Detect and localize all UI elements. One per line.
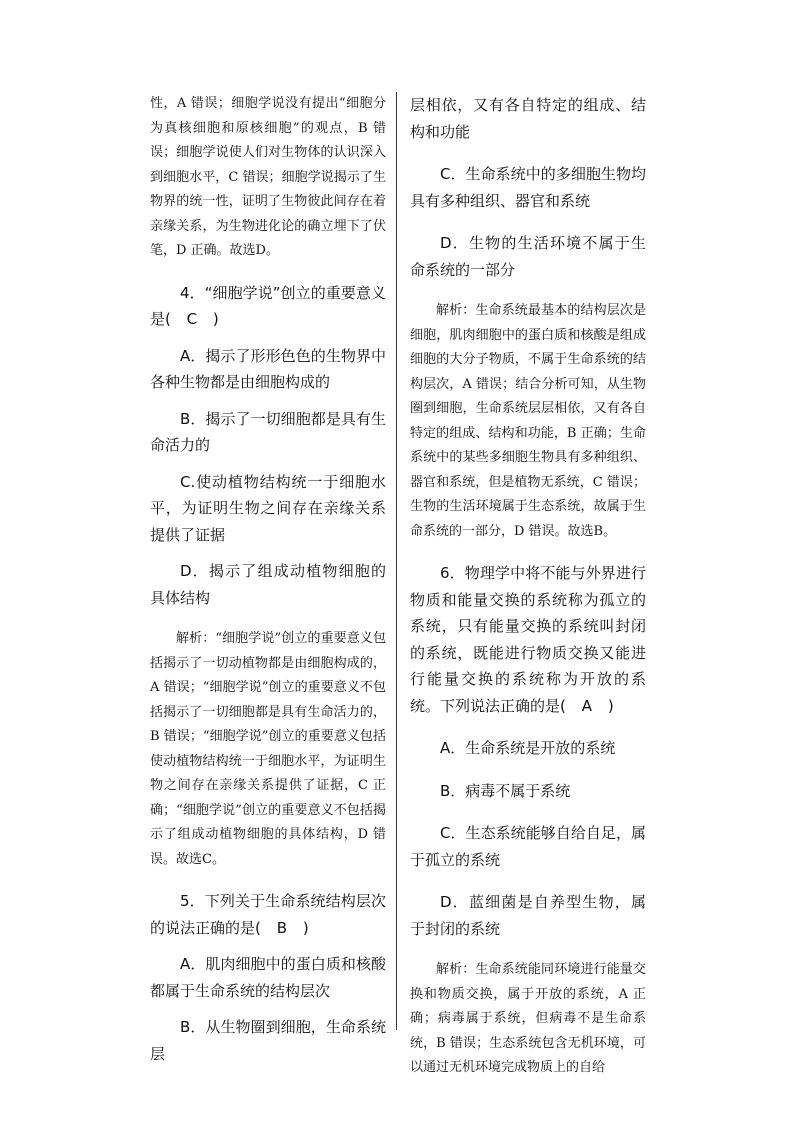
q5-stem xyxy=(150,888,386,941)
right-column xyxy=(410,92,646,1081)
q4-explanation: 解析：“细胞学说”创立的重要意义包括揭示了一切动植物都是由细胞构成的，A 错误；“细胞学说”创立的重要意义不包括揭示了一切细胞都是具有生命活力的，B 错误；“细胞学说”创立的重要意义包括使动植物结构统一于细胞水平，为证明生物之间存在亲缘关系提供了证据，C 正确；“细胞学说”创立的重要意义不包括揭示了组成动植物细胞的具体结构，D 错误。故选C。 xyxy=(150,631,386,867)
q4-answer: C xyxy=(186,310,198,328)
q4-option-b: B．揭示了一切细胞都是具有生命活力的 xyxy=(150,409,386,454)
q4-stem xyxy=(150,280,386,333)
q4-stem-text: 4．“细胞学说”创立的重要意义是( xyxy=(150,283,386,328)
q6-option-a: A．生命系统是开放的系统 xyxy=(440,739,616,757)
q5-option-a: A．肌肉细胞中的蛋白质和核酸都属于生命系统的结构层次 xyxy=(150,955,386,1000)
q5-stem-text: 5．下列关于生命系统结构层次的说法正确的是( xyxy=(150,892,386,937)
q4-option-c: C.使动植物结构统一于细胞水平，为证明生物之间存在亲缘关系提供了证据 xyxy=(150,472,386,544)
q6-option-c: C．生态系统能够自给自足，属于孤立的系统 xyxy=(410,824,646,869)
q6-stem xyxy=(410,560,646,719)
q5-answer: B xyxy=(276,918,287,937)
q6-explanation: 解析：生命系统能同环境进行能量交换和物质交换，属于开放的系统，A 正确；病毒属于系统，但病毒不是生命系统，B 错误；生态系统包含无机环境，可以通过无机环境完成物质上的自给 xyxy=(410,962,646,1075)
q5-option-d: D．生物的生活环境不属于生命系统的一部分 xyxy=(410,234,646,279)
column-divider xyxy=(396,92,397,1030)
q5-option-b-start: B．从生物圈到细胞，生命系统层 xyxy=(150,1018,386,1063)
q6-option-b: B．病毒不属于系统 xyxy=(440,781,571,800)
left-column xyxy=(150,92,386,1067)
q4-option-a: A．揭示了形形色色的生物界中各种生物都是由细胞构成的 xyxy=(150,346,386,391)
q3-explanation-continued: 性，A 错误；细胞学说没有提出“细胞分为真核细胞和原核细胞”的观点，B 错误；细胞学说使人们对生物体的认识深入到细胞水平，C 错误；细胞学说揭示了生物界的统一性，证明了生物彼此间存在着亲缘关系，为生物进化论的确立埋下了伏笔，D 正确。故选D。 xyxy=(150,96,386,258)
q5-explanation: 解析：生命系统最基本的结构层次是细胞，肌肉细胞中的蛋白质和核酸是组成细胞的大分子物质，不属于生命系统的结构层次，A 错误；结合分析可知，从生物圈到细胞，生命系统层层相依，又有各自特定的组成、结构和功能，B 正确；生命系统中的某些多细胞生物具有多种组织、器官和系统，但是植物无系统，C 错误；生物的生活环境属于生态系统，故属于生命系统的一部分，D 错误。故选B。 xyxy=(410,303,646,539)
q6-stem-text: 6．物理学中将不能与外界进行物质和能量交换的系统称为孤立的系统，只有能量交换的系统叫封闭的系统，既能进行物质交换又能进行能量交换的系统称为开放的系统。下列说法正确的是( xyxy=(410,564,646,715)
q5-stem-close: ) xyxy=(302,918,309,937)
q4-stem-close: ) xyxy=(212,310,219,328)
q6-answer: A xyxy=(581,696,592,715)
q4-option-d: D．揭示了组成动植物细胞的具体结构 xyxy=(150,562,386,607)
q6-stem-close: ) xyxy=(607,696,614,715)
q5-option-b-continued: 层相依，又有各自特定的组成、结构和功能 xyxy=(410,96,646,141)
q5-option-c: C．生命系统中的多细胞生物均具有多种组织、器官和系统 xyxy=(410,165,646,210)
q6-option-d: D．蓝细菌是自养型生物，属于封闭的系统 xyxy=(410,893,646,938)
